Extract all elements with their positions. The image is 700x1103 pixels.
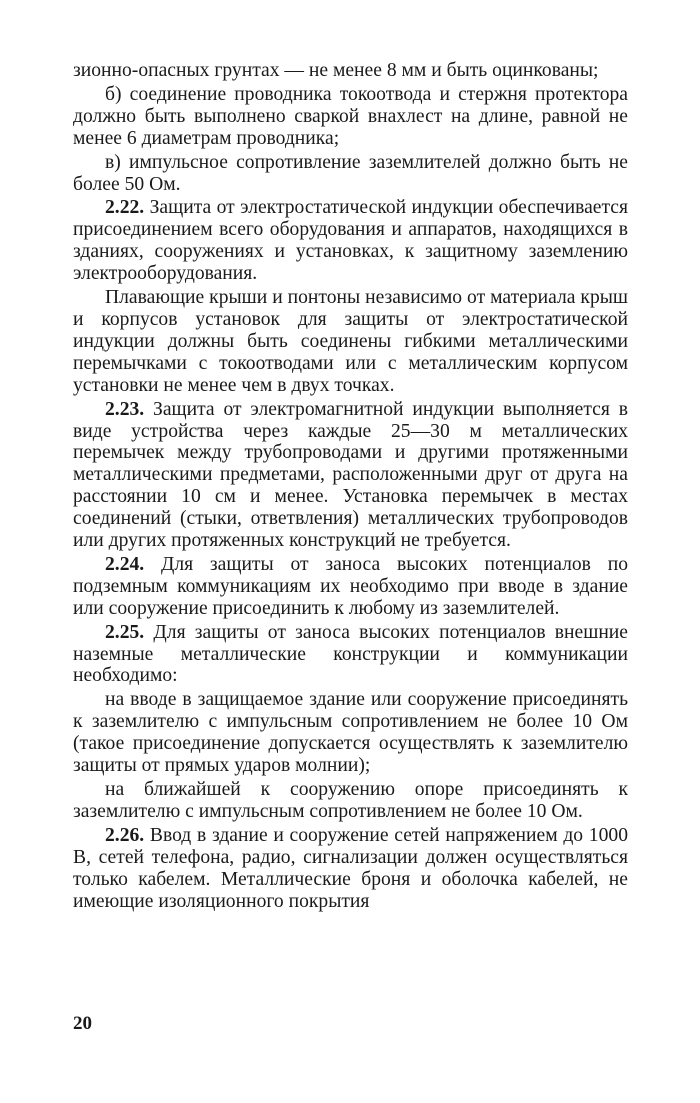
paragraph-4	[73, 287, 628, 397]
paragraph-9	[73, 779, 628, 823]
paragraph-text: Защита от электростатической индукции обеспечивается присоединением всего оборудования и аппаратов, находящихся в зданиях, сооружениях и установках, к защитному заземлению электрооборудования.	[73, 197, 628, 285]
paragraph-7	[73, 622, 628, 688]
paragraph-text: Плавающие крыши и понтоны независимо от материала крыш и корпусов установок для защиты от электростатической индукции должны быть соединены гибкими металлическими перемычками с токоотводами или с металлическим корпусом установки не менее чем в двух точках.	[73, 287, 628, 396]
paragraph-10	[73, 825, 628, 913]
paragraph-0	[73, 60, 628, 82]
paragraph-text: Ввод в здание и сооружение сетей напряжением до 1000 В, сетей телефона, радио, сигнализации должен осуществляться только кабелем. Металлические броня и оболочка кабелей, не имеющие изоляционного покрытия	[73, 824, 628, 912]
section-number: 2.26.	[105, 824, 145, 846]
section-number: 2.25.	[105, 621, 145, 643]
paragraph-text: Защита от электромагнитной индукции выполняется в виде устройства через каждые 25—30 м металлических перемычек между трубопроводами и другими протяженными металлическими предметами, расположенными друг от друга на расстоянии 10 см и менее. Установка перемычек в местах соединений (стыки, ответвления) металлических трубопроводов или других протяженных конструкций не требуется.	[73, 398, 628, 552]
section-number: 2.24.	[105, 553, 145, 575]
paragraph-text: Для защиты от заноса высоких потенциалов по подземным коммуникациям их необходимо при вводе в здание или сооружение присоединить к любому из заземлителей.	[73, 553, 628, 619]
page-body	[73, 60, 628, 914]
paragraph-text: Для защиты от заноса высоких потенциалов внешние наземные металлические конструкции и коммуникации необходимо:	[73, 621, 628, 687]
paragraph-text: б) соединение проводника токоотвода и стержня протектора должно быть выполнено сваркой внахлест на длине, равной не менее 6 диаметрам проводника;	[73, 83, 628, 149]
paragraph-text: на ближайшей к сооружению опоре присоединять к заземлителю с импульсным сопротивлением не более 10 Ом.	[73, 779, 628, 822]
section-number: 2.22.	[105, 197, 145, 219]
paragraph-6	[73, 554, 628, 620]
paragraph-text: в) импульсное сопротивление заземлителей должно быть не более 50 Ом.	[73, 151, 628, 195]
paragraph-2	[73, 152, 628, 196]
paragraph-text: зионно-опасных грунтах — не менее 8 мм и быть оцинкованы;	[73, 60, 599, 81]
paragraph-8	[73, 689, 628, 777]
paragraph-5	[73, 399, 628, 552]
page-number: 20	[73, 1013, 92, 1034]
section-number: 2.23.	[105, 398, 145, 420]
paragraph-3	[73, 197, 628, 285]
paragraph-text: на вводе в защищаемое здание или сооружение присоединять к заземлителю с импульсным сопротивлением не более 10 Ом (такое присоединение допускается осуществлять к заземлителю защиты от прямых ударов молнии);	[73, 689, 628, 777]
paragraph-1	[73, 84, 628, 150]
